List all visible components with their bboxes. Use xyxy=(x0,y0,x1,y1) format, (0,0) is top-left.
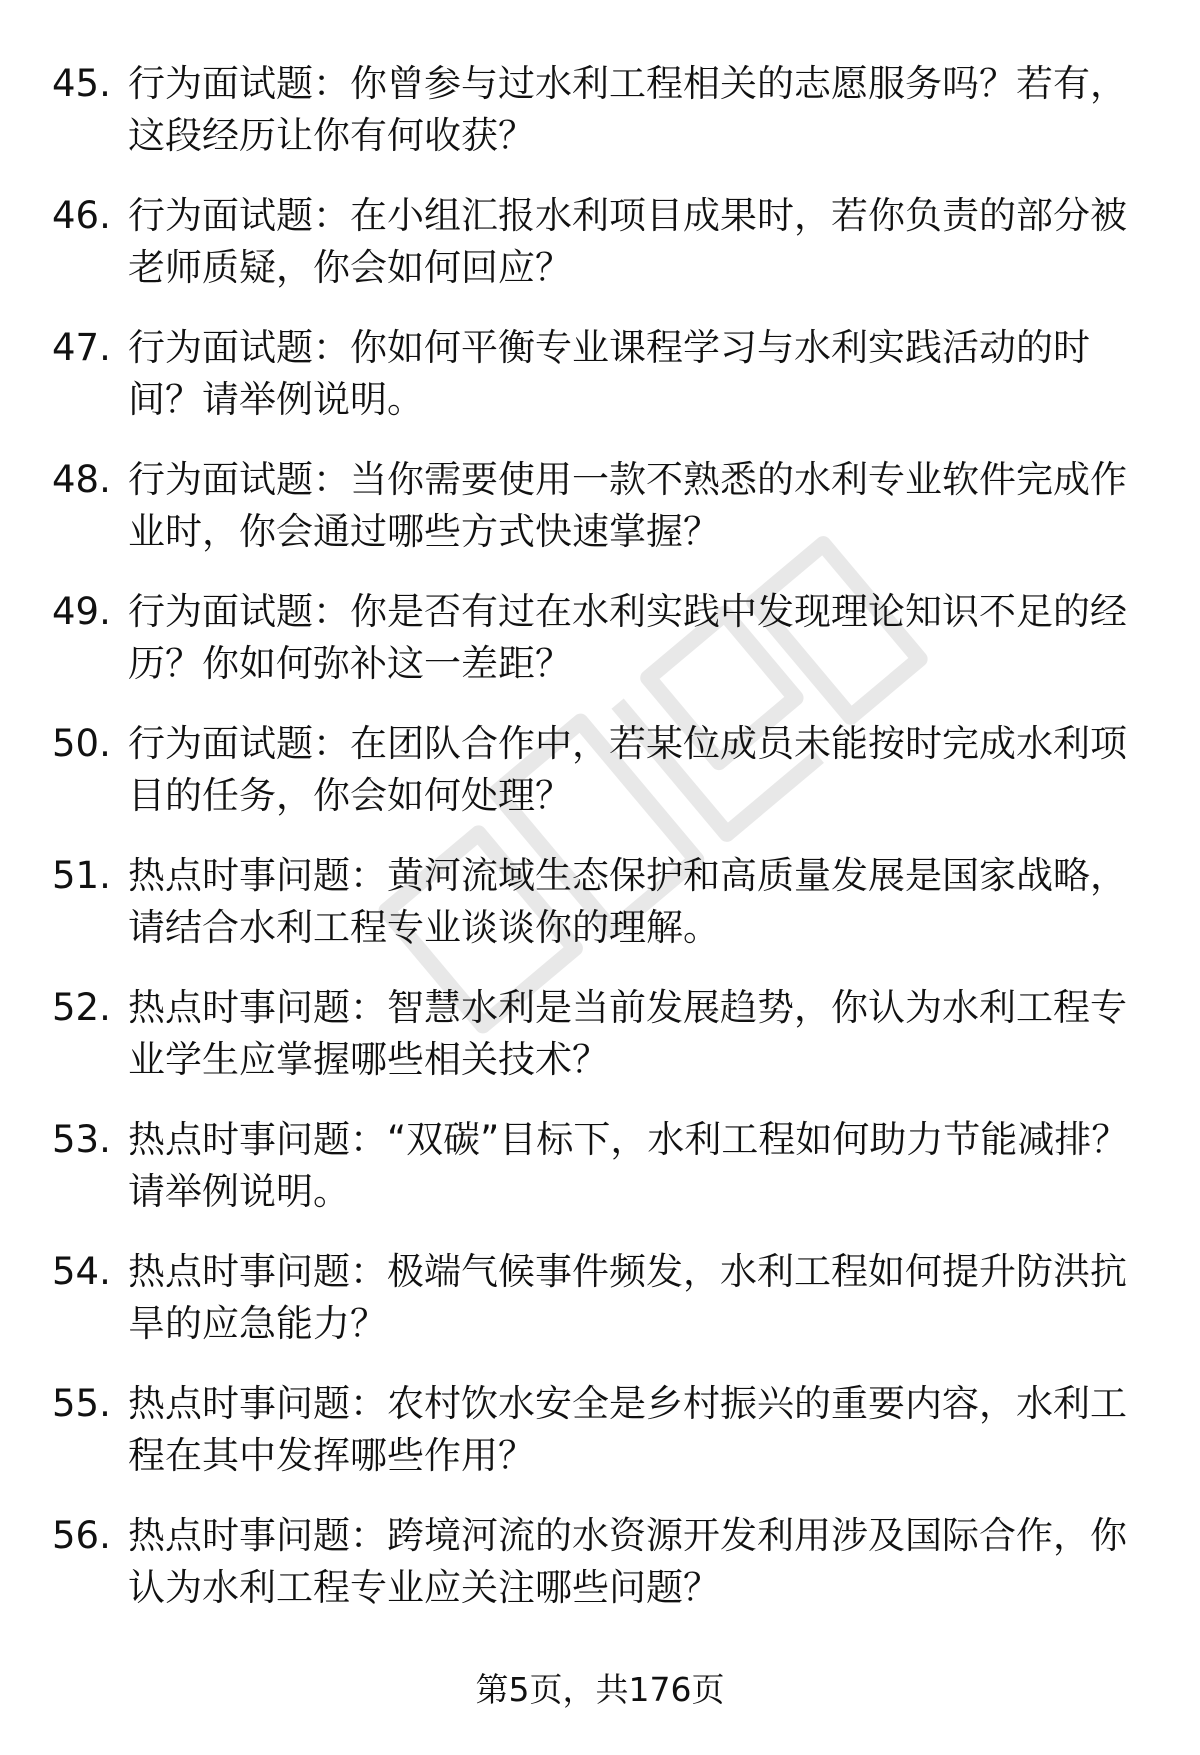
question-list xyxy=(52,58,1152,1642)
question-number: 50. xyxy=(52,722,111,765)
question-text: 热点时事问题：农村饮水安全是乡村振兴的重要内容，水利工程在其中发挥哪些作用？ xyxy=(128,1382,1127,1477)
question-text: 行为面试题：在小组汇报水利项目成果时，若你负责的部分被老师质疑，你会如何回应？ xyxy=(128,194,1127,289)
question-text: 行为面试题：在团队合作中，若某位成员未能按时完成水利项目的任务，你会如何处理？ xyxy=(128,722,1127,817)
question-number: 52. xyxy=(52,986,111,1029)
page-number-footer: 第5页，共176页 xyxy=(475,1670,725,1709)
question-item xyxy=(52,454,1152,586)
question-number: 54. xyxy=(52,1250,111,1293)
question-number: 48. xyxy=(52,458,111,501)
question-text: 热点时事问题：智慧水利是当前发展趋势，你认为水利工程专业学生应掌握哪些相关技术？ xyxy=(128,986,1127,1081)
question-number: 45. xyxy=(52,62,111,105)
question-text: 热点时事问题：“双碳”目标下，水利工程如何助力节能减排？请举例说明。 xyxy=(128,1118,1129,1213)
question-text: 行为面试题：当你需要使用一款不熟悉的水利专业软件完成作业时，你会通过哪些方式快速掌握？ xyxy=(128,458,1127,553)
question-text: 行为面试题：你是否有过在水利实践中发现理论知识不足的经历？你如何弥补这一差距？ xyxy=(128,590,1127,685)
question-item xyxy=(52,586,1152,718)
question-text: 行为面试题：你如何平衡专业课程学习与水利实践活动的时间？请举例说明。 xyxy=(128,326,1090,421)
question-number: 55. xyxy=(52,1382,111,1425)
question-item xyxy=(52,58,1152,190)
question-number: 46. xyxy=(52,194,111,237)
question-item xyxy=(52,322,1152,454)
question-item xyxy=(52,190,1152,322)
question-item xyxy=(52,982,1152,1114)
question-number: 53. xyxy=(52,1118,111,1161)
question-text: 行为面试题：你曾参与过水利工程相关的志愿服务吗？若有，这段经历让你有何收获？ xyxy=(128,62,1127,157)
question-item xyxy=(52,718,1152,850)
question-item xyxy=(52,850,1152,982)
question-item xyxy=(52,1246,1152,1378)
question-number: 49. xyxy=(52,590,111,633)
question-item xyxy=(52,1510,1152,1642)
question-number: 56. xyxy=(52,1514,111,1557)
question-item xyxy=(52,1378,1152,1510)
question-item xyxy=(52,1114,1152,1246)
question-text: 热点时事问题：跨境河流的水资源开发利用涉及国际合作，你认为水利工程专业应关注哪些问题？ xyxy=(128,1514,1127,1609)
question-number: 51. xyxy=(52,854,111,897)
question-text: 热点时事问题：黄河流域生态保护和高质量发展是国家战略，请结合水利工程专业谈谈你的理解。 xyxy=(128,854,1127,949)
question-number: 47. xyxy=(52,326,111,369)
question-text: 热点时事问题：极端气候事件频发，水利工程如何提升防洪抗旱的应急能力？ xyxy=(128,1250,1127,1345)
